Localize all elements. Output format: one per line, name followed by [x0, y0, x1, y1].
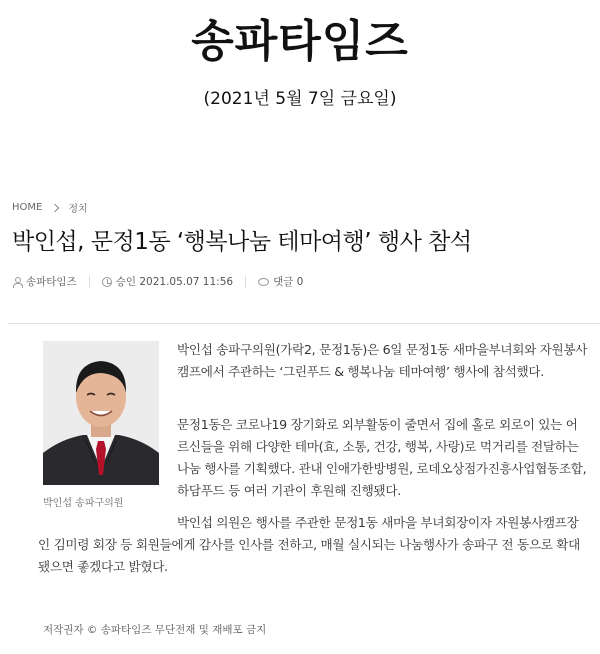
clock-icon: [102, 277, 112, 287]
site-title[interactable]: 송파타임즈: [191, 16, 409, 67]
approval-time: 승인 2021.05.07 11:56: [115, 276, 234, 288]
portrait-illustration: [43, 341, 159, 485]
paragraph-text: 박인섭 의원은 행사를 주관한 문정1동 새마을 부녀회장이자 자원봉사캠프장인 김미령 회장 등 회원들에게 감사를 인사를 전하고, 매월 실시되는 나눔행사가 송파구 전 동으로 확대됐으면 좋겠다고 밝혔다.: [38, 515, 581, 574]
article-headline: 박인섭, 문정1동 ‘행복나눔 테마여행’ 행사 참석: [12, 229, 472, 255]
approval-info: [102, 274, 233, 289]
article-paragraph: 박인섭 송파구의원(가락2, 문정1동)은 6일 문정1동 새마을부녀회와 자원봉사캠프에서 주관하는 ‘그린푸드 & 행복나눔 테마여행’ 행사에 참석했다.: [177, 342, 588, 379]
article-meta: [12, 274, 303, 289]
content-divider: [8, 323, 600, 324]
author-info: [12, 274, 77, 289]
issue-date: (2021년 5월 7일 금요일): [203, 89, 397, 109]
meta-separator: [89, 276, 90, 288]
meta-separator: [245, 276, 246, 288]
comment-info[interactable]: [258, 274, 303, 289]
comment-count[interactable]: 댓글 0: [273, 276, 304, 288]
copyright-notice: 저작권자 © 송파타임즈 무단전재 및 재배포 금지: [43, 624, 267, 636]
chevron-right-icon: [51, 203, 59, 211]
article-paragraph: 문정1동은 코로나19 장기화로 외부활동이 줄면서 집에 홀로 외로이 있는 어르신들을 위해 다양한 테마(효, 소통, 건강, 행복, 사랑)로 먹거리를 전달하는 나눔 행사를 기획했다. 관내 인애가한방병원, 로데오상점가진흥사업협동조합, 하담푸드 등 여러 기관이 후원해 진행됐다.: [177, 417, 587, 498]
breadcrumb-section[interactable]: 정치: [68, 204, 88, 215]
article-paragraph: [38, 512, 588, 578]
masthead: [0, 12, 600, 72]
user-icon: [12, 277, 22, 287]
author-name[interactable]: 송파타임즈: [26, 276, 77, 288]
breadcrumb-home[interactable]: HOME: [12, 202, 43, 213]
photo-caption: 박인섭 송파구의원: [43, 498, 124, 509]
breadcrumb: [12, 200, 88, 215]
portrait-photo: [43, 341, 159, 485]
comment-icon: [258, 278, 269, 286]
